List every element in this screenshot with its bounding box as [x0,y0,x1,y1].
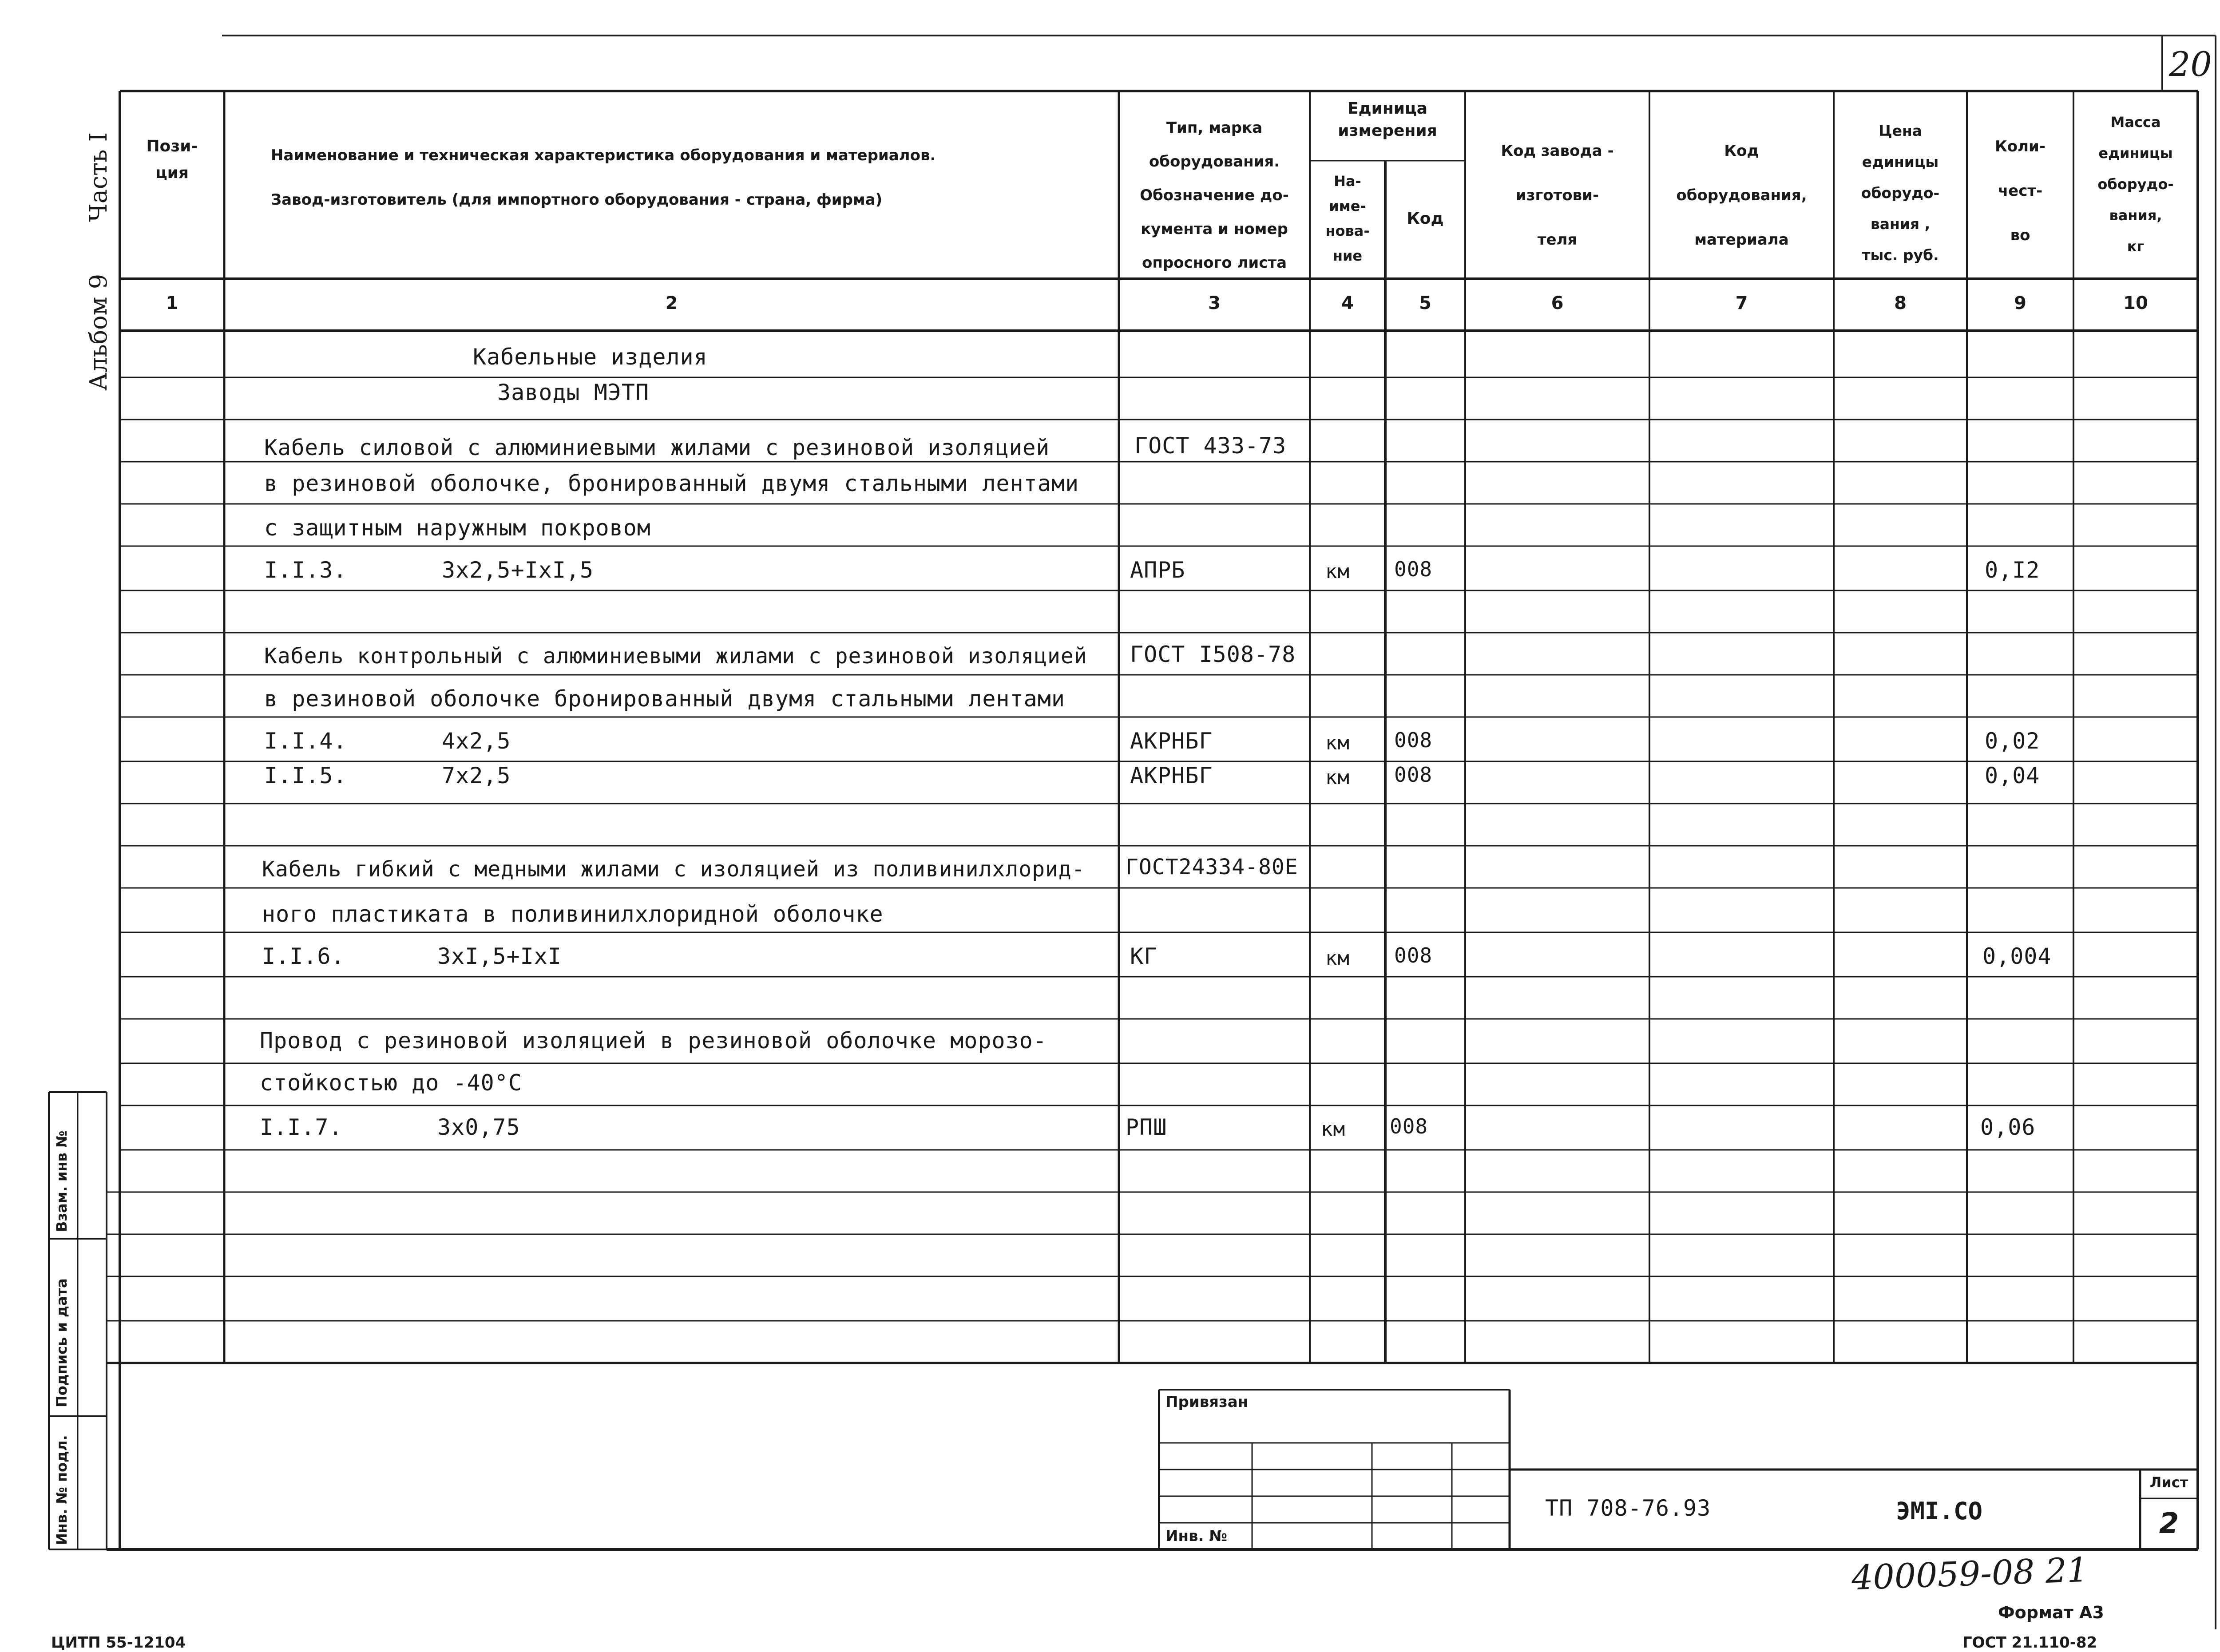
row-type: КГ [1130,943,1158,969]
col-num-2: 2 [665,293,678,313]
row-code: 008 [1394,557,1433,581]
row-type: ГОСТ 433-73 [1134,433,1287,459]
col2-title: Наименование и техническая характеристика оборудования и материалов. Завод-изготовитель (для импортного оборудования - страна, фирма) [271,147,936,209]
inv-no-label: Инв. № [1166,1527,1228,1545]
row-qty: 0,02 [1985,728,2040,754]
col1-title: Пози- ция [146,137,198,182]
privyazan-label: Привязан [1166,1393,1249,1411]
side-label-part [84,132,112,222]
row-name: 3х2,5+IхI,5 [442,557,594,583]
album-label: Альбом 9 [84,273,112,391]
footer-right: ГОСТ 21.110-82 [1962,1634,2097,1652]
row-type: АКРНБГ [1130,728,1213,754]
row-unit: км [1325,766,1350,789]
row-name: 4х2,5 [442,728,511,754]
col-num-10: 10 [2123,293,2148,313]
row-code: 008 [1394,728,1433,752]
row-qty: 0,04 [1985,763,2040,788]
row-pos: I.I.3. [264,557,347,583]
sheet-label: Лист [2149,1474,2188,1491]
row-type: ГОСТ24334-80Е [1126,855,1298,879]
row-type: АКРНБГ [1130,763,1213,788]
col-num-7: 7 [1735,293,1748,313]
col-num-4: 4 [1341,293,1354,313]
row-qty: 0,I2 [1985,557,2040,583]
row-text: стойкостью до -40°С [260,1070,522,1096]
row-type: РПШ [1126,1114,1167,1140]
col3-title: Тип, марка оборудования. Обозначение до- кумента и номер опросного листа [1140,119,1289,272]
row-name: 3хI,5+IхI [437,943,562,969]
row-pos: I.I.4. [264,728,347,754]
row-unit: км [1325,560,1350,583]
row-unit: км [1325,732,1350,754]
margin-label-vzam: Взам. инв № [53,1130,70,1232]
row-text: Кабель контрольный с алюминиевыми жилами с резиновой изоляцией [264,644,1087,669]
col-num-5: 5 [1419,293,1431,313]
row-unit: км [1321,1118,1345,1141]
row-text: в резиновой оболочке бронированный двумя стальными лентами [264,686,1065,712]
col-num-1: 1 [166,293,178,313]
sheet-number: 2 [2159,1507,2179,1540]
handwritten-inventory-number: 400059-08 21 [1851,1549,2089,1598]
margin-label-inv-podl: Инв. № подл. [53,1435,70,1545]
row-text: в резиновой оболочке, бронированный двумя стальными лентами [264,471,1079,496]
row-text: Кабель гибкий с медными жилами с изоляцией из поливинилхлорид- [262,857,1085,882]
row-code: 008 [1394,943,1433,967]
col-num-9: 9 [2014,293,2026,313]
row-code: 008 [1390,1114,1428,1138]
doc-code: ТП 708-76.93 [1545,1495,1711,1521]
col10-title: Масса единицы оборудо- вания, кг [2097,114,2174,255]
document-mark: ЭМI.СО [1896,1497,1983,1525]
format-label: Формат А3 [1998,1603,2104,1622]
col5-title: Код [1407,210,1444,228]
page-number-top: 20 [2169,44,2212,84]
section-subtitle: Заводы МЭТП [497,380,650,405]
col-num-3: 3 [1208,293,1221,313]
side-label-album [84,274,112,391]
unit-group-title: Единица измерения [1338,99,1437,140]
row-text: ного пластиката в поливинилхлоридной оболочке [262,901,884,927]
row-text: Кабель силовой с алюминиевыми жилами с резиновой изоляцией [264,435,1050,460]
row-qty: 0,004 [1982,943,2052,969]
col8-title: Цена единицы оборудо- вания , тыс. руб. [1861,122,1940,264]
row-name: 3х0,75 [437,1114,520,1140]
margin-label-podpis: Подпись и дата [53,1278,70,1407]
row-unit: км [1325,947,1350,970]
row-type: ГОСТ I508-78 [1130,642,1296,667]
row-type: АПРБ [1130,557,1185,583]
col7-title: Код оборудования, материала [1676,142,1807,249]
row-pos: I.I.5. [264,763,347,788]
row-text: с защитным наружным покровом [264,515,651,541]
col-num-6: 6 [1551,293,1564,313]
col-num-8: 8 [1894,293,1907,313]
col9-title: Коли- чест- во [1995,138,2046,244]
row-pos: I.I.6. [262,943,345,969]
row-code: 008 [1394,763,1433,787]
row-qty: 0,06 [1980,1114,2036,1140]
part-label: Часть I [84,132,112,222]
section-title: Кабельные изделия [473,344,708,370]
footer-left: ЦИТП 55-12104 [51,1634,186,1652]
row-pos: I.I.7. [260,1114,343,1140]
col4-title: На- име- нова- ние [1325,173,1370,264]
row-text: Провод с резиновой изоляцией в резиновой оболочке морозо- [260,1028,1047,1054]
col6-title: Код завода - изготови- теля [1501,142,1614,249]
row-name: 7х2,5 [442,763,511,788]
